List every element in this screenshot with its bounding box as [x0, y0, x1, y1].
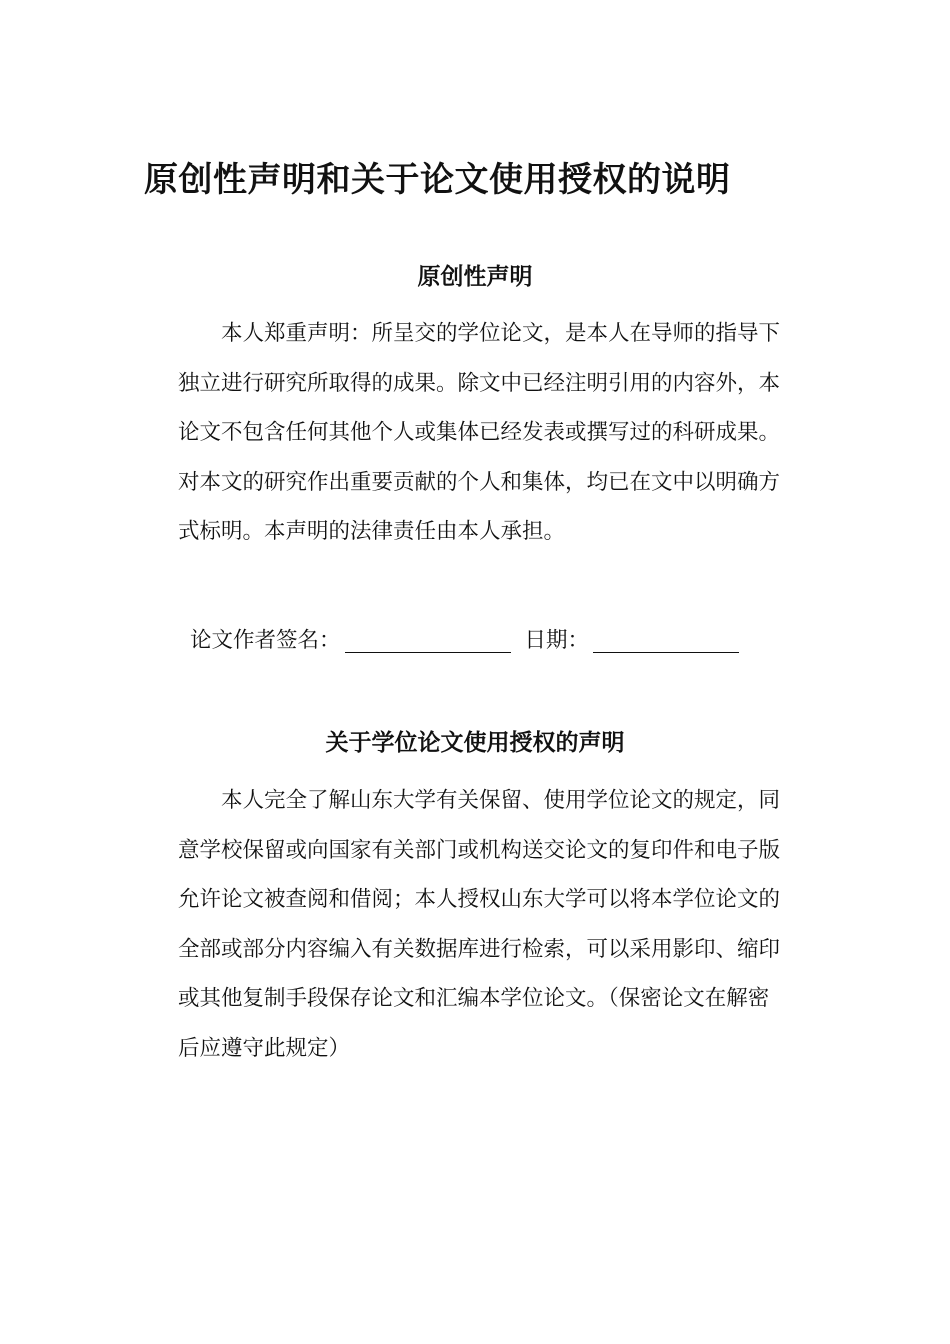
statement-line: 式标明。本声明的法律责任由本人承担。	[178, 519, 566, 544]
originality-heading: 原创性声明	[417, 264, 533, 290]
statement-line: 独立进行研究所取得的成果。除文中已经注明引用的内容外，本	[178, 370, 781, 396]
authorization-heading: 关于学位论文使用授权的声明	[325, 730, 625, 756]
statement-line: 允许论文被查阅和借阅；本人授权山东大学可以将本学位论文的	[178, 887, 781, 912]
signature-row	[190, 624, 739, 658]
statement-line: 意学校保留或向国家有关部门或机构送交论文的复印件和电子版	[178, 837, 781, 863]
document-title: 原创性声明和关于论文使用授权的说明	[144, 160, 731, 200]
author-signature-label: 论文作者签名：	[190, 628, 341, 653]
statement-line: 或其他复制手段保存论文和汇编本学位论文。（保密论文在解密	[178, 986, 770, 1011]
statement-line: 后应遵守此规定）	[178, 1035, 351, 1061]
statement-line: 本人完全了解山东大学有关保留、使用学位论文的规定，同	[221, 788, 781, 813]
date-field[interactable]	[593, 624, 739, 653]
originality-statement	[178, 309, 808, 557]
author-signature-field[interactable]	[345, 624, 511, 653]
authorization-statement	[178, 776, 808, 1073]
date-label: 日期：	[524, 628, 590, 653]
statement-line: 全部或部分内容编入有关数据库进行检索，可以采用影印、缩印	[178, 936, 781, 962]
statement-line: 对本文的研究作出重要贡献的个人和集体，均已在文中以明确方	[178, 469, 781, 495]
statement-line: 本人郑重声明：所呈交的学位论文，是本人在导师的指导下	[221, 321, 781, 346]
statement-line: 论文不包含任何其他个人或集体已经发表或撰写过的科研成果。	[178, 420, 781, 445]
